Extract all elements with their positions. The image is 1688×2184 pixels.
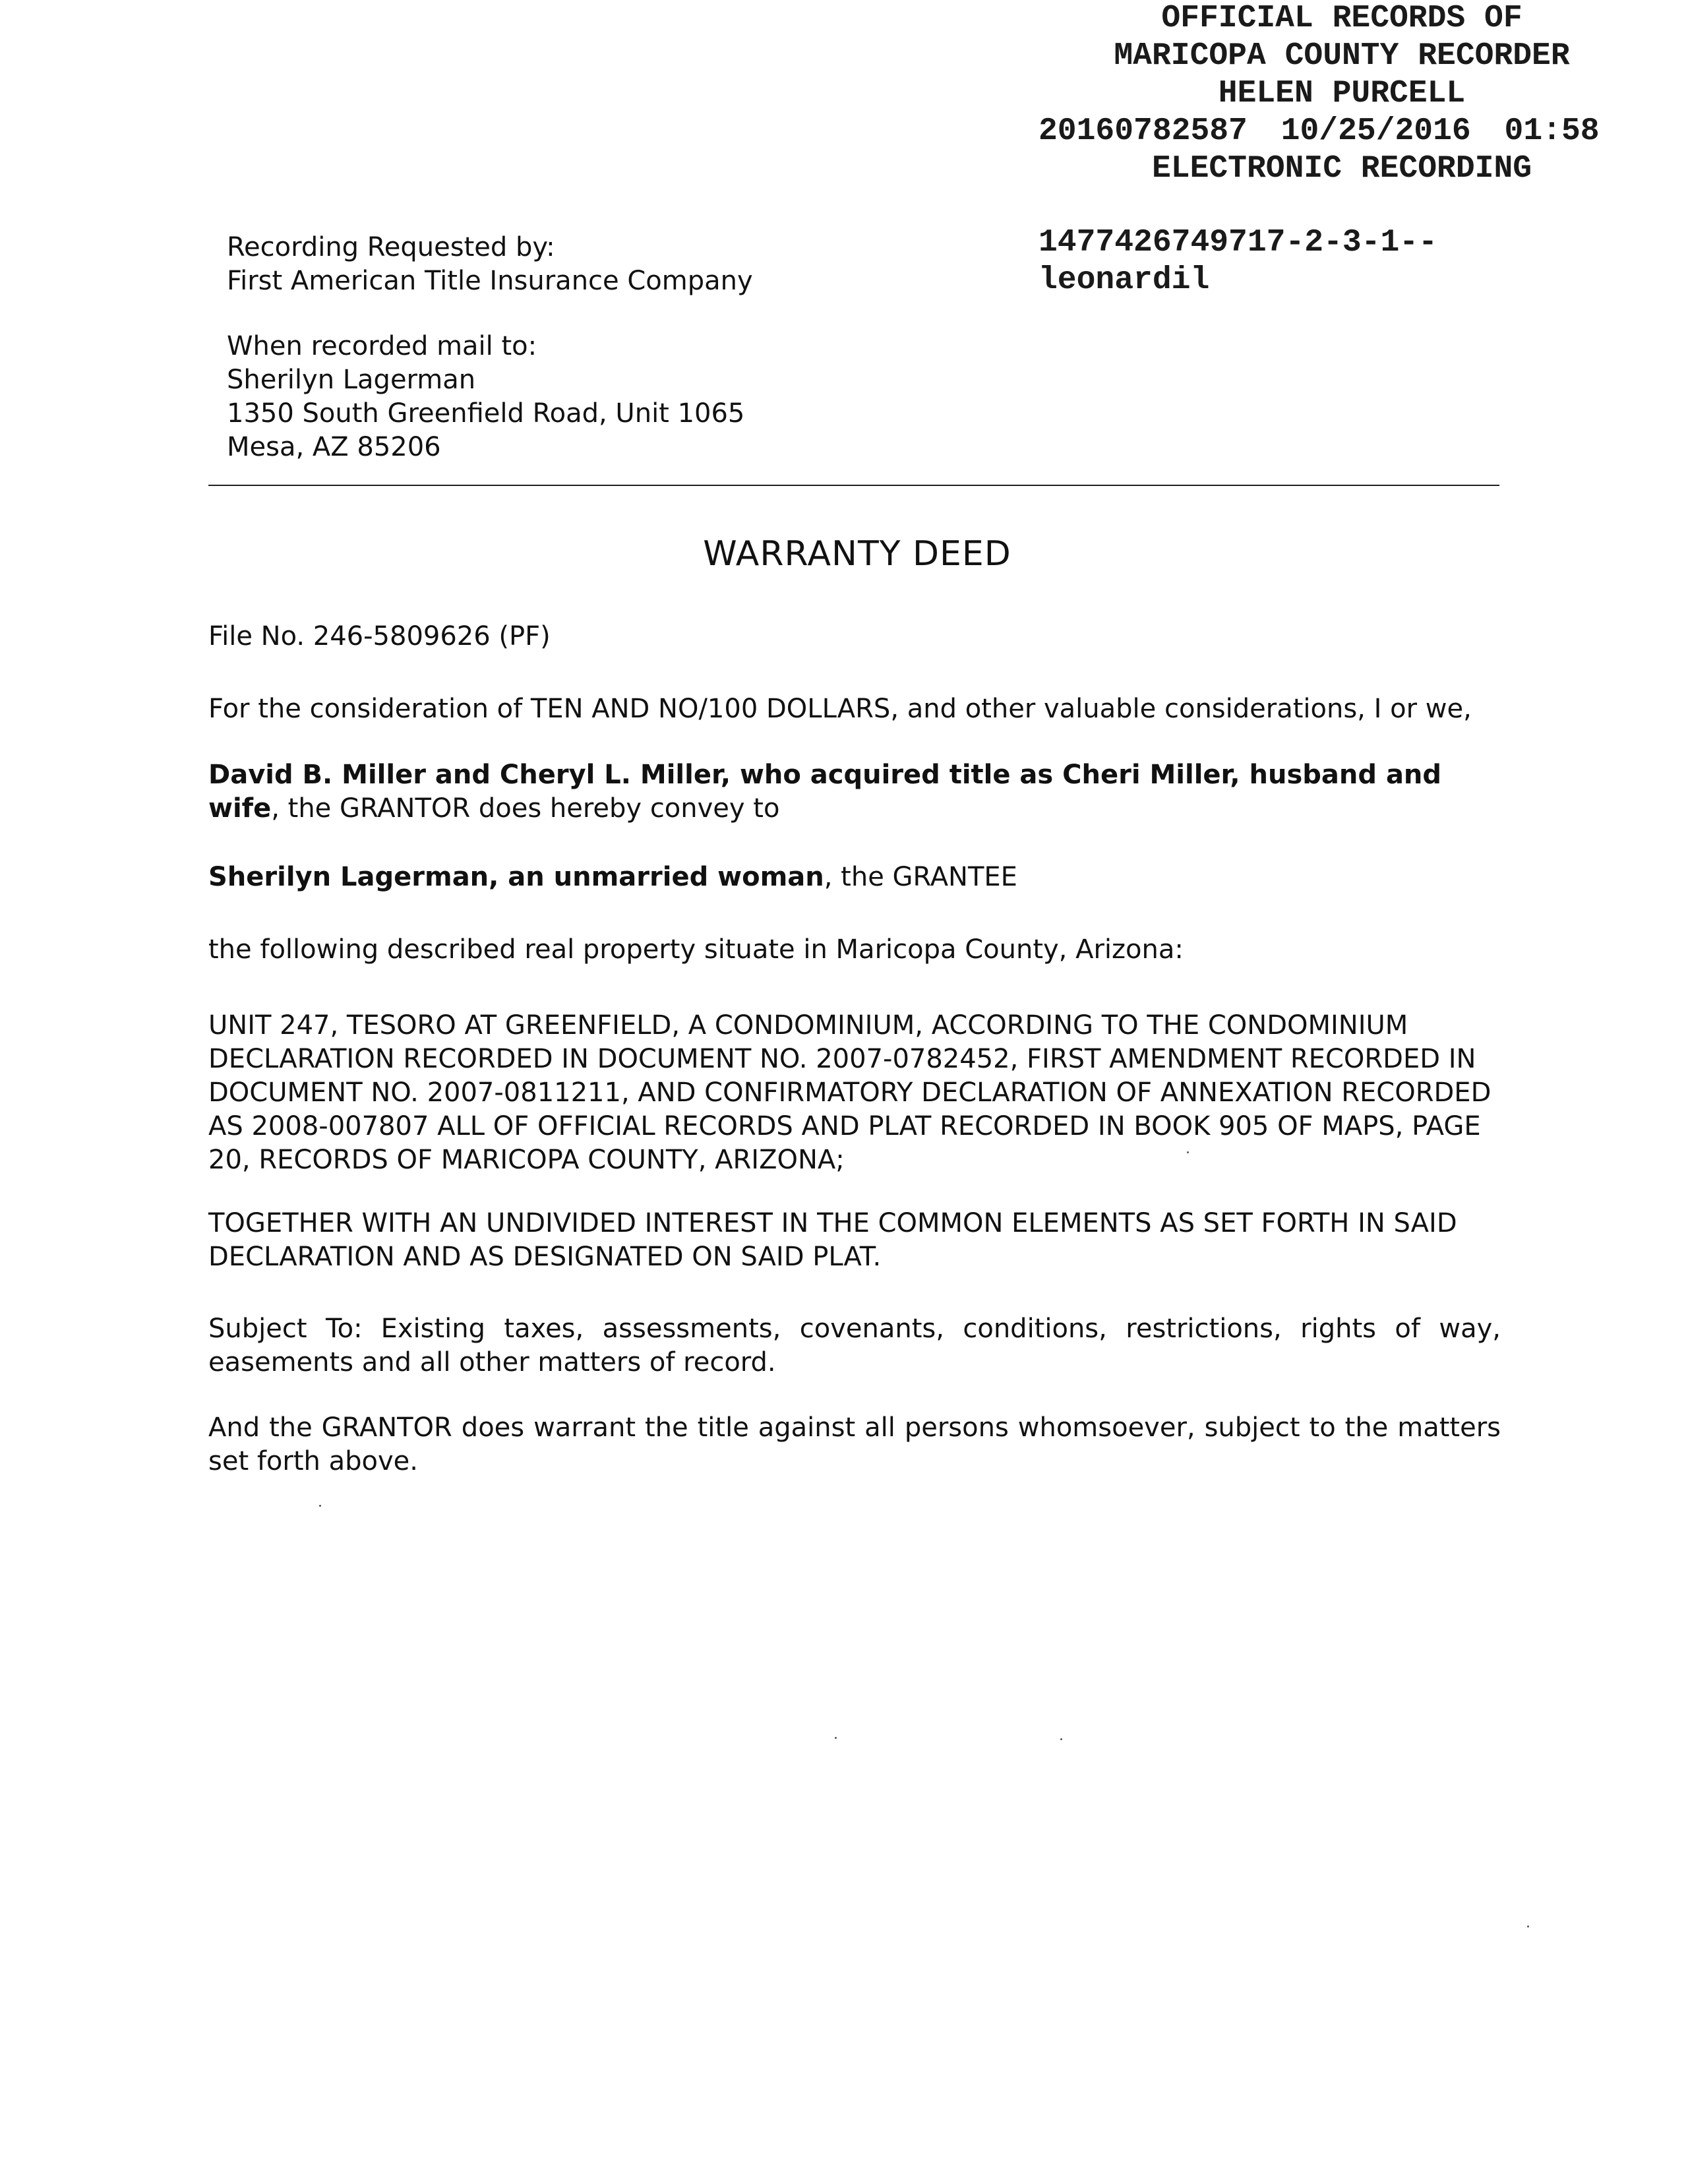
stamp-line-record-info [1025,113,1658,150]
file-number: File No. 246-5809626 (PF) [208,621,551,652]
stamp-line-official-records: OFFICIAL RECORDS OF [1161,1,1522,36]
grantor-text: , the GRANTOR does hereby convey to [271,793,780,824]
grantee-paragraph [208,861,1501,894]
record-date: 10/25/2016 [1281,113,1471,149]
recording-requested-label: Recording Requested by: [227,232,555,262]
subject-to-text: Existing taxes, assessments, covenants, conditions, restrictions, rights of way, easements and all other matters of record. [208,1314,1501,1378]
mail-to-city: Mesa, AZ 85206 [227,432,441,462]
grantee-text: , the GRANTEE [824,862,1017,892]
warranty-clause: And the GRANTOR does warrant the title against all persons whomsoever, subject to the matters set forth above. [208,1412,1501,1476]
property-intro: the following described real property situate in Maricopa County, Arizona: [208,934,1184,965]
recording-requested-block [227,231,753,298]
recorder-stamp [1025,0,1658,188]
stamp-line-electronic-recording: ELECTRONIC RECORDING [1151,151,1532,187]
stamp-line-county-recorder: MARICOPA COUNTY RECORDER [1114,38,1570,74]
scan-speck [1527,1926,1529,1927]
recording-requested-company: First American Title Insurance Company [227,266,753,296]
mail-to-name: Sherilyn Lagerman [227,365,476,395]
record-number: 20160782587 [1039,113,1248,149]
record-time: 01:58 [1504,113,1600,149]
upload-code [1039,224,1437,299]
subject-to-label: Subject To: [208,1314,363,1344]
scan-speck [1187,1151,1189,1153]
header-divider [208,485,1499,486]
together-with-clause: TOGETHER WITH AN UNDIVIDED INTEREST IN THE COMMON ELEMENTS AS SET FORTH IN SAID DECLARATION AND AS DESIGNATED ON SAID PLAT. [208,1208,1457,1272]
scan-speck [1060,1738,1062,1740]
scan-speck [835,1737,837,1739]
grantor-names: David B. Miller and Cheryl L. Miller, who acquired title as Cheri Miller, husband and wife [208,760,1442,824]
legal-description: UNIT 247, TESORO AT GREENFIELD, A CONDOMINIUM, ACCORDING TO THE CONDOMINIUM DECLARATION RECORDED IN DOCUMENT NO. 2007-0782452, FIRST AMENDMENT RECORDED IN DOCUMENT NO. 2007-0811211, AND CONFIRMATORY DECLARATION OF ANNEXATION RECORDED AS 2008-007807 ALL OF OFFICIAL RECORDS AND PLAT RECORDED IN BOOK 905 OF MAPS, PAGE 20, RECORDS OF MARICOPA COUNTY, ARIZONA; [208,1010,1492,1175]
upload-code-user: leonardil [1039,262,1210,298]
mail-to-street: 1350 South Greenfield Road, Unit 1065 [227,398,745,429]
subject-to-clause [208,1312,1501,1380]
scan-speck [319,1505,321,1507]
grantee-names: Sherilyn Lagerman, an unmarried woman [208,862,824,892]
consideration-paragraph: For the consideration of TEN AND NO/100 DOLLARS, and other valuable considerations, I or we, [208,694,1472,724]
grantor-paragraph [208,758,1501,826]
document-title: WARRANTY DEED [703,534,1011,574]
mail-to-block [227,330,744,464]
stamp-line-recorder-name: HELEN PURCELL [1218,76,1466,111]
upload-code-id: 1477426749717-2-3-1-- [1039,225,1437,260]
mail-to-label: When recorded mail to: [227,331,537,361]
